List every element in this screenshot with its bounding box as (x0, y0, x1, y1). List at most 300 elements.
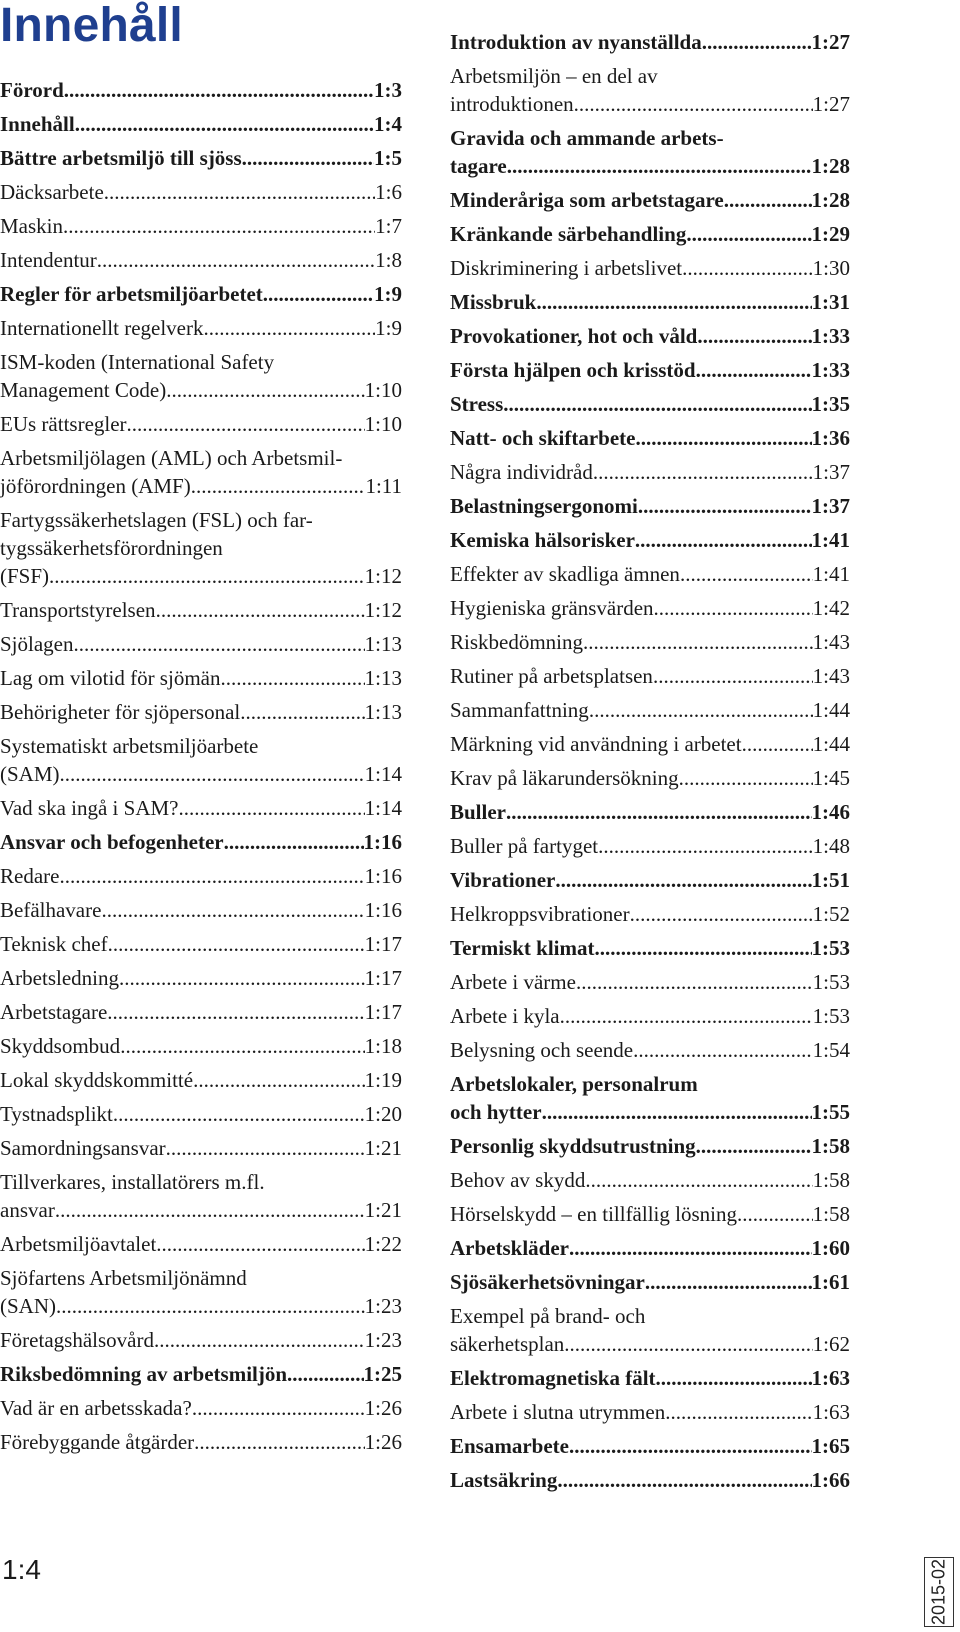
toc-entry[interactable] (450, 458, 850, 486)
toc-entry[interactable] (450, 1302, 850, 1358)
toc-entry[interactable] (450, 526, 850, 554)
toc-entry[interactable] (0, 828, 402, 856)
toc-entry-row (450, 1466, 850, 1494)
dot-leader (633, 1036, 813, 1064)
toc-entry[interactable] (450, 356, 850, 384)
toc-entry-title: Natt- och skiftarbete (450, 426, 636, 450)
dot-leader (686, 220, 811, 248)
toc-entry-page: 1:18 (364, 1034, 402, 1058)
toc-entry[interactable] (0, 1032, 402, 1060)
toc-entry-row (0, 630, 402, 658)
toc-entry-title: Intendentur (0, 248, 97, 272)
toc-entry[interactable] (0, 1066, 402, 1094)
toc-entry-row (0, 1394, 402, 1422)
toc-entry-title: ansvar (0, 1198, 55, 1222)
toc-entry[interactable] (0, 144, 402, 172)
toc-entry-page: 1:58 (812, 1168, 850, 1192)
toc-entry-row (0, 1032, 402, 1060)
toc-entry[interactable] (0, 630, 402, 658)
toc-entry[interactable] (0, 76, 402, 104)
toc-entry-row (450, 90, 850, 118)
toc-entry[interactable] (450, 288, 850, 316)
toc-entry-row (0, 596, 402, 624)
toc-entry-title: Redare (0, 864, 60, 888)
toc-entry[interactable] (0, 110, 402, 138)
toc-entry[interactable] (450, 696, 850, 724)
toc-entry-title: Regler för arbetsmiljöarbetet (0, 282, 263, 306)
toc-entry-page: 1:35 (811, 392, 850, 416)
toc-entry[interactable] (450, 1166, 850, 1194)
toc-entry-row (0, 1360, 402, 1388)
toc-entry-title-line: Arbetsmiljölagen (AML) och Arbetsmil- (0, 446, 343, 470)
toc-entry[interactable] (450, 866, 850, 894)
dot-leader (583, 628, 813, 656)
dot-leader (593, 458, 813, 486)
toc-entry-page: 1:20 (364, 1102, 402, 1126)
toc-entry-page: 1:52 (812, 902, 850, 926)
toc-entry-page: 1:58 (811, 1134, 850, 1158)
toc-entry-title: (SAN) (0, 1294, 56, 1318)
toc-entry-row (450, 1098, 850, 1126)
toc-entry-row (450, 934, 850, 962)
toc-entry[interactable] (0, 348, 402, 404)
toc-entry[interactable] (450, 1466, 850, 1494)
toc-entry-page: 1:12 (364, 598, 402, 622)
toc-entry-page: 1:13 (364, 700, 402, 724)
toc-entry-page: 1:51 (811, 868, 850, 892)
toc-entry-row (0, 1066, 402, 1094)
toc-column-left (0, 76, 402, 1462)
dot-leader (507, 152, 812, 180)
toc-entry[interactable] (0, 664, 402, 692)
toc-entry[interactable] (450, 1132, 850, 1160)
toc-entry-row (450, 662, 850, 690)
toc-entry-page: 1:37 (812, 460, 850, 484)
dot-leader (630, 900, 813, 928)
dot-leader (679, 764, 813, 792)
toc-entry-title: Förord (0, 78, 64, 102)
toc-entry-title: Sjösäkerhetsövningar (450, 1270, 645, 1294)
toc-entry-page: 1:36 (811, 426, 850, 450)
toc-entry[interactable] (0, 444, 402, 500)
toc-entry-row (0, 1428, 402, 1456)
toc-entry-title: Ansvar och befogenheter (0, 830, 224, 854)
toc-entry[interactable] (0, 506, 402, 590)
dot-leader (569, 1432, 812, 1460)
toc-entry[interactable] (0, 862, 402, 890)
toc-entry[interactable] (450, 900, 850, 928)
toc-entry-title: Arbete i värme (450, 970, 576, 994)
toc-entry-row (0, 246, 402, 274)
dot-leader (75, 110, 374, 138)
toc-entry-row (450, 526, 850, 554)
toc-entry[interactable] (450, 1268, 850, 1296)
toc-entry[interactable] (450, 832, 850, 860)
edition-label: 2015-02 (928, 1558, 949, 1626)
toc-entry-page: 1:17 (364, 932, 402, 956)
toc-entry-row (450, 28, 850, 56)
toc-entry[interactable] (450, 390, 850, 418)
toc-entry-page: 1:55 (811, 1100, 850, 1124)
toc-entry-title: säkerhetsplan (450, 1332, 565, 1356)
toc-entry-page: 1:13 (364, 666, 402, 690)
toc-entry[interactable] (0, 1168, 402, 1224)
toc-entry[interactable] (450, 1432, 850, 1460)
toc-entry-row (0, 862, 402, 890)
toc-entry[interactable] (0, 1326, 402, 1354)
toc-entry-page: 1:9 (374, 282, 402, 306)
toc-entry-title: Innehåll (0, 112, 75, 136)
dot-leader (49, 562, 365, 590)
toc-entry-title: Tystnadsplikt (0, 1102, 113, 1126)
toc-entry[interactable] (0, 212, 402, 240)
dot-leader (653, 662, 813, 690)
toc-entry[interactable] (450, 124, 850, 180)
toc-entry-row (0, 896, 402, 924)
toc-entry[interactable] (0, 732, 402, 788)
dot-leader (156, 596, 365, 624)
toc-entry[interactable] (450, 594, 850, 622)
toc-entry-page: 1:17 (364, 966, 402, 990)
toc-entry-title: Behörigheter för sjöpersonal (0, 700, 241, 724)
toc-entry[interactable] (450, 62, 850, 118)
dot-leader (560, 1002, 813, 1030)
toc-entry-title: Termiskt klimat (450, 936, 595, 960)
toc-entry[interactable] (450, 1364, 850, 1392)
dot-leader (696, 1132, 812, 1160)
toc-entry-title: Sammanfattning (450, 698, 589, 722)
toc-entry-title: Arbete i slutna utrymmen (450, 1400, 666, 1424)
dot-leader (594, 934, 811, 962)
dot-leader (680, 560, 813, 588)
toc-entry-row (0, 178, 402, 206)
dot-leader (166, 1134, 365, 1162)
toc-entry-page: 1:54 (812, 1038, 850, 1062)
toc-entry-row (450, 1132, 850, 1160)
toc-entry-page: 1:33 (811, 324, 850, 348)
dot-leader (503, 390, 811, 418)
dot-leader (598, 832, 813, 860)
dot-leader (120, 1032, 364, 1060)
toc-entry-title-line: Arbetslokaler, personalrum (450, 1072, 698, 1096)
toc-entry-title-line: Systematiskt arbetsmiljöarbete (0, 734, 259, 758)
toc-entry-title: Belastningsergonomi (450, 494, 638, 518)
toc-entry-title: Arbetsmiljöavtalet (0, 1232, 157, 1256)
toc-entry[interactable] (0, 998, 402, 1026)
toc-entry-title: Helkroppsvibrationer (450, 902, 630, 926)
toc-entry-title: Hygieniska gränsvärden (450, 596, 654, 620)
toc-entry-page: 1:63 (811, 1366, 850, 1390)
toc-entry-title: Däcksarbete (0, 180, 104, 204)
toc-entry[interactable] (0, 314, 402, 342)
edition-stamp (924, 1557, 954, 1627)
toc-entry[interactable] (450, 798, 850, 826)
toc-entry[interactable] (0, 794, 402, 822)
dot-leader (59, 862, 364, 890)
toc-entry-title: Vad ska ingå i SAM? (0, 796, 179, 820)
toc-entry-page: 1:28 (811, 188, 850, 212)
toc-entry[interactable] (450, 322, 850, 350)
toc-entry-page: 1:29 (811, 222, 850, 246)
dot-leader (194, 1428, 364, 1456)
toc-entry-title: Provokationer, hot och våld (450, 324, 698, 348)
toc-entry-row (450, 1166, 850, 1194)
dot-leader (178, 794, 364, 822)
toc-entry-row (450, 900, 850, 928)
toc-entry-title: Introduktion av nyanställda (450, 30, 702, 54)
toc-entry-title: Krav på läkarundersökning (450, 766, 679, 790)
toc-entry-row (0, 1292, 402, 1320)
toc-entry-row (450, 1002, 850, 1030)
toc-entry[interactable] (450, 186, 850, 214)
toc-entry[interactable] (450, 220, 850, 248)
toc-entry-row (0, 144, 402, 172)
toc-entry[interactable] (0, 698, 402, 726)
toc-entry-row (450, 1432, 850, 1460)
toc-entry-title: Effekter av skadliga ämnen (450, 562, 680, 586)
dot-leader (154, 1326, 365, 1354)
toc-entry-title: Kränkande särbehandling (450, 222, 687, 246)
toc-entry-page: 1:53 (812, 1004, 850, 1028)
toc-entry-page: 1:17 (364, 1000, 402, 1024)
toc-entry-page: 1:11 (365, 474, 402, 498)
toc-entry-row (450, 594, 850, 622)
toc-entry-page: 1:42 (812, 596, 850, 620)
toc-entry-row (450, 390, 850, 418)
toc-entry-row (0, 212, 402, 240)
toc-entry[interactable] (0, 246, 402, 274)
toc-entry-title: Transportstyrelsen (0, 598, 156, 622)
toc-entry-row (450, 356, 850, 384)
dot-leader (536, 288, 811, 316)
toc-entry[interactable] (450, 424, 850, 452)
toc-entry-page: 1:66 (811, 1468, 850, 1492)
toc-entry[interactable] (0, 930, 402, 958)
toc-entry-page: 1:61 (811, 1270, 850, 1294)
page-number: 1:4 (2, 1554, 41, 1585)
toc-entry[interactable] (450, 968, 850, 996)
toc-entry-page: 1:14 (364, 796, 402, 820)
toc-entry[interactable] (0, 410, 402, 438)
toc-entry[interactable] (450, 1398, 850, 1426)
toc-entry-row (450, 1234, 850, 1262)
toc-entry-page: 1:8 (375, 248, 402, 272)
toc-entry-title: Riksbedömning av arbetsmiljön (0, 1362, 288, 1386)
dot-leader (682, 254, 813, 282)
toc-entry-page: 1:21 (364, 1198, 402, 1222)
toc-entry-page: 1:44 (812, 698, 850, 722)
toc-entry-title: Vibrationer (450, 868, 556, 892)
dot-leader (564, 1330, 812, 1358)
toc-entry-title: Kemiska hälsorisker (450, 528, 635, 552)
toc-entry-page: 1:12 (364, 564, 402, 588)
dot-leader (635, 424, 811, 452)
toc-entry-page: 1:48 (812, 834, 850, 858)
toc-entry-page: 1:21 (364, 1136, 402, 1160)
toc-entry-row (450, 968, 850, 996)
toc-entry-page: 1:53 (811, 936, 850, 960)
toc-entry-page: 1:46 (811, 800, 850, 824)
toc-entry-row (0, 794, 402, 822)
toc-entry-page: 1:65 (811, 1434, 850, 1458)
toc-entry[interactable] (0, 1264, 402, 1320)
toc-entry-title: Förebyggande åtgärder (0, 1430, 195, 1454)
toc-entry-title: Bättre arbetsmiljö till sjöss (0, 146, 242, 170)
toc-entry-page: 1:9 (375, 316, 402, 340)
dot-leader (585, 1166, 812, 1194)
dot-leader (645, 1268, 812, 1296)
toc-entry[interactable] (450, 1234, 850, 1262)
toc-entry[interactable] (450, 730, 850, 758)
toc-entry[interactable] (0, 178, 402, 206)
dot-leader (97, 246, 375, 274)
toc-entry-title: tagare (450, 154, 507, 178)
toc-entry[interactable] (0, 596, 402, 624)
toc-entry-row (450, 288, 850, 316)
toc-entry-page: 1:43 (812, 664, 850, 688)
toc-entry-row (450, 832, 850, 860)
dot-leader (287, 1360, 363, 1388)
toc-entry-title-line: Arbetsmiljön – en del av (450, 64, 658, 88)
toc-entry[interactable] (0, 1134, 402, 1162)
toc-entry-row (450, 1200, 850, 1228)
toc-entry-row (450, 866, 850, 894)
toc-entry-title: Teknisk chef (0, 932, 108, 956)
dot-leader (742, 730, 813, 758)
toc-entry-row (450, 1268, 850, 1296)
toc-entry[interactable] (450, 1002, 850, 1030)
dot-leader (74, 630, 365, 658)
toc-entry-row (450, 764, 850, 792)
toc-entry-title: EUs rättsregler (0, 412, 127, 436)
toc-entry-row (450, 628, 850, 656)
toc-entry-page: 1:23 (364, 1328, 402, 1352)
page-title: Innehåll (0, 0, 183, 52)
toc-entry[interactable] (450, 28, 850, 56)
toc-entry-page: 1:13 (364, 632, 402, 656)
toc-entry-title: Hörselskydd – en tillfällig lösning (450, 1202, 737, 1226)
toc-entry[interactable] (450, 764, 850, 792)
dot-leader (697, 322, 811, 350)
dot-leader (665, 1398, 812, 1426)
toc-entry-title: Behov av skydd (450, 1168, 586, 1192)
toc-entry-page: 1:37 (811, 494, 850, 518)
toc-entry[interactable] (450, 1036, 850, 1064)
toc-entry-title-line: Tillverkares, installatörers m.fl. (0, 1170, 265, 1194)
toc-entry[interactable] (0, 1428, 402, 1456)
toc-entry[interactable] (450, 628, 850, 656)
toc-entry[interactable] (0, 280, 402, 308)
dot-leader (702, 28, 812, 56)
toc-entry-page: 1:23 (364, 1294, 402, 1318)
toc-entry-page: 1:6 (375, 180, 402, 204)
toc-entry-title: Arbete i kyla (450, 1004, 560, 1028)
toc-entry[interactable] (450, 254, 850, 282)
toc-entry-page: 1:16 (364, 864, 402, 888)
toc-entry[interactable] (450, 560, 850, 588)
toc-entry-page: 1:19 (364, 1068, 402, 1092)
toc-entry-row (0, 698, 402, 726)
toc-entry-title: Buller (450, 800, 506, 824)
toc-entry-page: 1:26 (364, 1430, 402, 1454)
toc-entry-page: 1:41 (811, 528, 850, 552)
toc-entry-row (450, 798, 850, 826)
toc-entry-title: Buller på fartyget (450, 834, 599, 858)
dot-leader (107, 998, 364, 1026)
toc-entry-row (450, 1330, 850, 1358)
dot-leader (166, 376, 364, 404)
toc-entry-row (450, 220, 850, 248)
dot-leader (638, 492, 812, 520)
toc-entry-row (450, 254, 850, 282)
dot-leader (113, 1100, 365, 1128)
toc-entry[interactable] (0, 964, 402, 992)
toc-entry-row (450, 1398, 850, 1426)
dot-leader (64, 76, 374, 104)
toc-entry[interactable] (0, 1230, 402, 1258)
toc-entry-page: 1:5 (374, 146, 402, 170)
toc-entry-title: (FSF) (0, 564, 50, 588)
toc-entry[interactable] (450, 1200, 850, 1228)
dot-leader (242, 144, 374, 172)
toc-entry-row (0, 828, 402, 856)
toc-entry-page: 1:27 (811, 30, 850, 54)
toc-entry[interactable] (450, 1070, 850, 1126)
toc-entry-page: 1:3 (374, 78, 402, 102)
toc-entry-row (0, 314, 402, 342)
toc-entry-row (450, 458, 850, 486)
toc-entry-row (0, 664, 402, 692)
toc-entry-page: 1:27 (812, 92, 850, 116)
toc-entry-title: Belysning och seende (450, 1038, 634, 1062)
toc-entry-title: Elektromagnetiska fält (450, 1366, 656, 1390)
dot-leader (589, 696, 813, 724)
toc-entry-title-line: Sjöfartens Arbetsmiljönämnd (0, 1266, 247, 1290)
toc-entry[interactable] (450, 492, 850, 520)
toc-entry[interactable] (0, 1394, 402, 1422)
toc-entry-title: Några individråd (450, 460, 593, 484)
toc-entry-page: 1:14 (364, 762, 402, 786)
toc-entry-page: 1:45 (812, 766, 850, 790)
toc-entry-row (0, 376, 402, 404)
toc-entry[interactable] (0, 896, 402, 924)
toc-entry-page: 1:44 (812, 732, 850, 756)
toc-entry-row (450, 730, 850, 758)
toc-entry[interactable] (450, 934, 850, 962)
toc-entry-row (450, 492, 850, 520)
toc-entry-row (0, 110, 402, 138)
dot-leader (56, 1292, 365, 1320)
dot-leader (193, 1066, 365, 1094)
toc-entry[interactable] (0, 1100, 402, 1128)
dot-leader (555, 866, 811, 894)
toc-entry-page: 1:7 (375, 214, 402, 238)
toc-entry[interactable] (450, 662, 850, 690)
toc-entry[interactable] (0, 1360, 402, 1388)
toc-entry-page: 1:58 (812, 1202, 850, 1226)
toc-entry-page: 1:25 (363, 1362, 402, 1386)
toc-entry-row (0, 1100, 402, 1128)
toc-entry-title: Skyddsombud (0, 1034, 121, 1058)
toc-entry-row (0, 760, 402, 788)
toc-entry-title: Märkning vid användning i arbetet (450, 732, 742, 756)
toc-entry-row (0, 472, 402, 500)
dot-leader (557, 1466, 811, 1494)
toc-entry-page: 1:10 (364, 412, 402, 436)
toc-entry-row (450, 424, 850, 452)
toc-entry-page: 1:16 (364, 898, 402, 922)
toc-entry-title: Stress (450, 392, 504, 416)
